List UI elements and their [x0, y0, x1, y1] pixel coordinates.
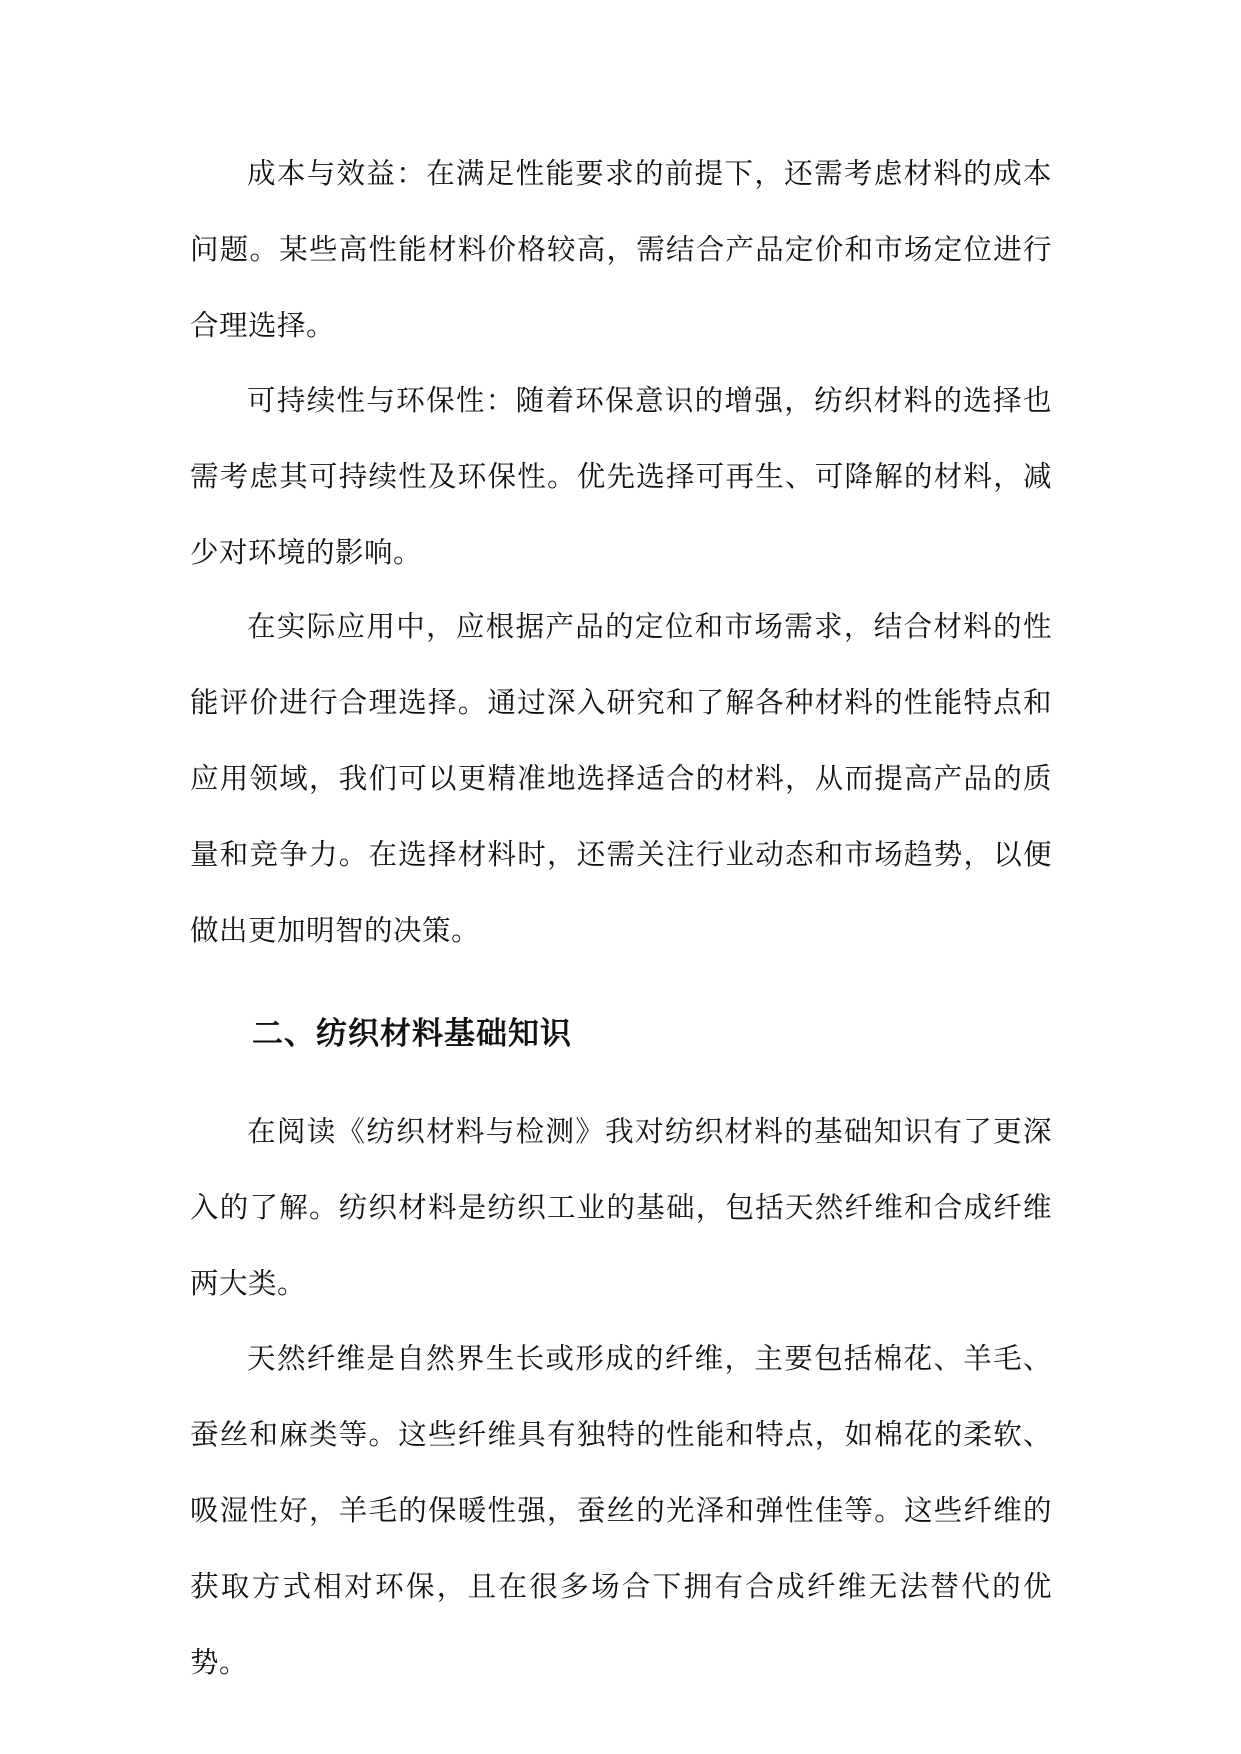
paragraph-reading-intro: 在阅读《纺织材料与检测》我对纺织材料的基础知识有了更深入的了解。纺织材料是纺织工业的基础，包括天然纤维和合成纤维两大类。: [190, 1115, 1052, 1300]
paragraph-practical-application: 在实际应用中，应根据产品的定位和市场需求，结合材料的性能评价进行合理选择。通过深入研究和了解各种材料的性能特点和应用领域，我们可以更精准地选择适合的材料，从而提高产品的质量和竞争力。在选择材料时，还需关注行业动态和市场趋势，以便做出更加明智的决策。: [190, 610, 1052, 947]
paragraph-sustainability: 可持续性与环保性：随着环保意识的增强，纺织材料的选择也需考虑其可持续性及环保性。优先选择可再生、可降解的材料，减少对环境的影响。: [190, 384, 1052, 569]
paragraph-cost-benefit: 成本与效益：在满足性能要求的前提下，还需考虑材料的成本问题。某些高性能材料价格较高，需结合产品定价和市场定位进行合理选择。: [190, 157, 1052, 342]
section-heading: 二、纺织材料基础知识: [252, 1016, 572, 1052]
paragraph-natural-fibers: 天然纤维是自然界生长或形成的纤维，主要包括棉花、羊毛、蚕丝和麻类等。这些纤维具有独特的性能和特点，如棉花的柔软、吸湿性好，羊毛的保暖性强，蚕丝的光泽和弹性佳等。这些纤维的获取方式相对环保，且在很多场合下拥有合成纤维无法替代的优势。: [190, 1342, 1052, 1679]
